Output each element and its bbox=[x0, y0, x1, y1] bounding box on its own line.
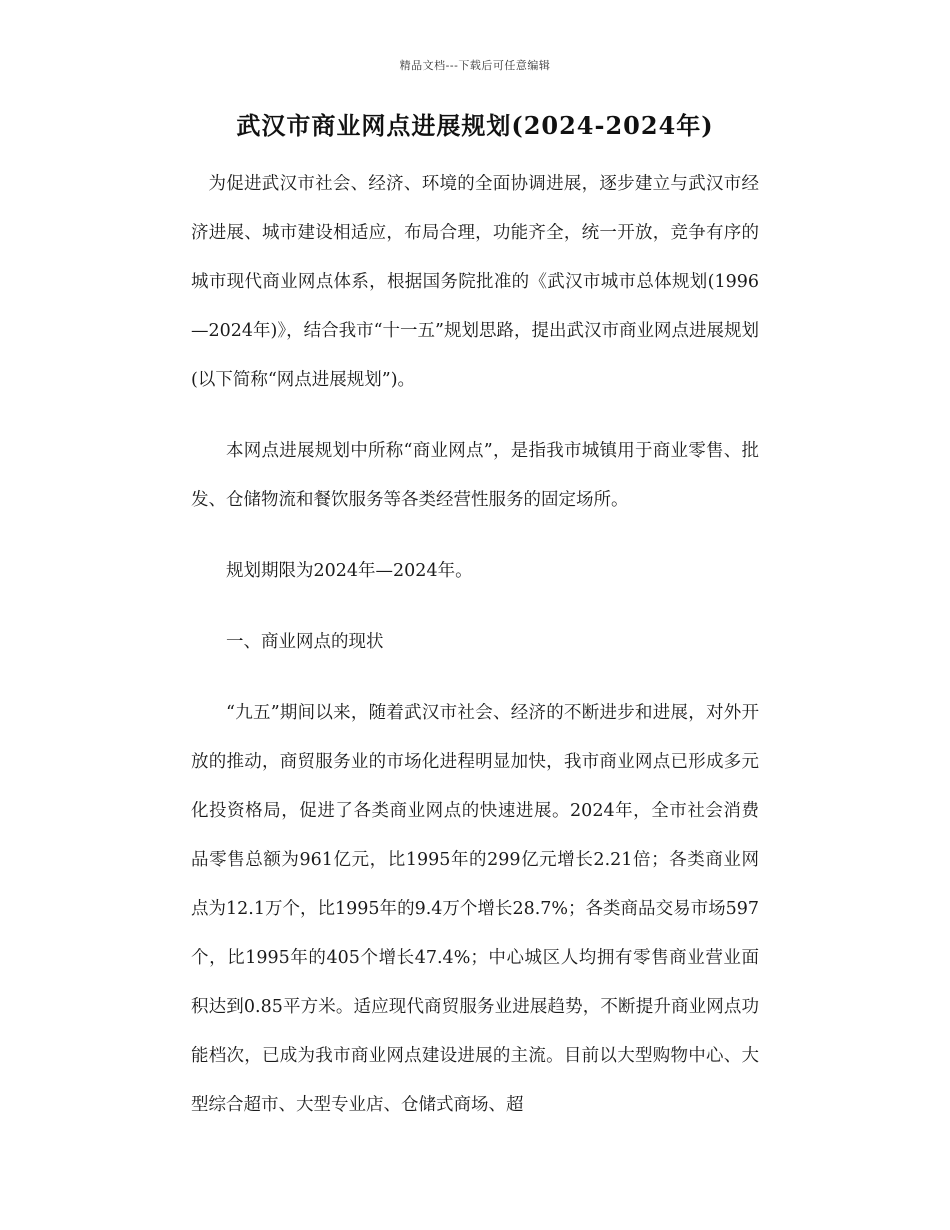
paragraph-status: “九五”期间以来，随着武汉市社会、经济的不断进步和进展，对外开放的推动，商贸服务业的市场化进程明显加快，我市商业网点已形成多元化投资格局，促进了各类商业网点的快速进展。2024年，全市社会消费品零售总额为961亿元，比1995年的299亿元增长2.21倍；各类商业网点为12.1万个，比1995年的9.4万个增长28.7%；各类商品交易市场597个，比1995年的405个增长47.4%；中心城区人均拥有零售商业营业面积达到0.85平方米。适应现代商贸服务业进展趋势，不断提升商业网点功能档次，已成为我市商业网点建设进展的主流。目前以大型购物中心、大型综合超市、大型专业店、仓储式商场、超 bbox=[191, 703, 759, 1115]
section-heading: 一、商业网点的现状 bbox=[226, 632, 384, 652]
paragraph-period: 规划期限为2024年—2024年。 bbox=[226, 561, 473, 581]
document-title: 武汉市商业网点进展规划(2024-2024年) bbox=[236, 111, 714, 140]
header-note: 精品文档---下载后可任意编辑 bbox=[399, 59, 551, 72]
paragraph-definition: 本网点进展规划中所称“商业网点”，是指我市城镇用于商业零售、批发、仓储物流和餐饮服务等各类经营性服务的固定场所。 bbox=[191, 441, 759, 510]
document-body bbox=[191, 160, 759, 1130]
paragraph-intro: 为促进武汉市社会、经济、环境的全面协调进展，逐步建立与武汉市经济进展、城市建设相适应，布局合理，功能齐全，统一开放，竞争有序的城市现代商业网点体系，根据国务院批准的《武汉市城市总体规划(1996—2024年)》，结合我市“十一五”规划思路，提出武汉市商业网点进展规划(以下简称“网点进展规划”)。 bbox=[191, 174, 760, 390]
